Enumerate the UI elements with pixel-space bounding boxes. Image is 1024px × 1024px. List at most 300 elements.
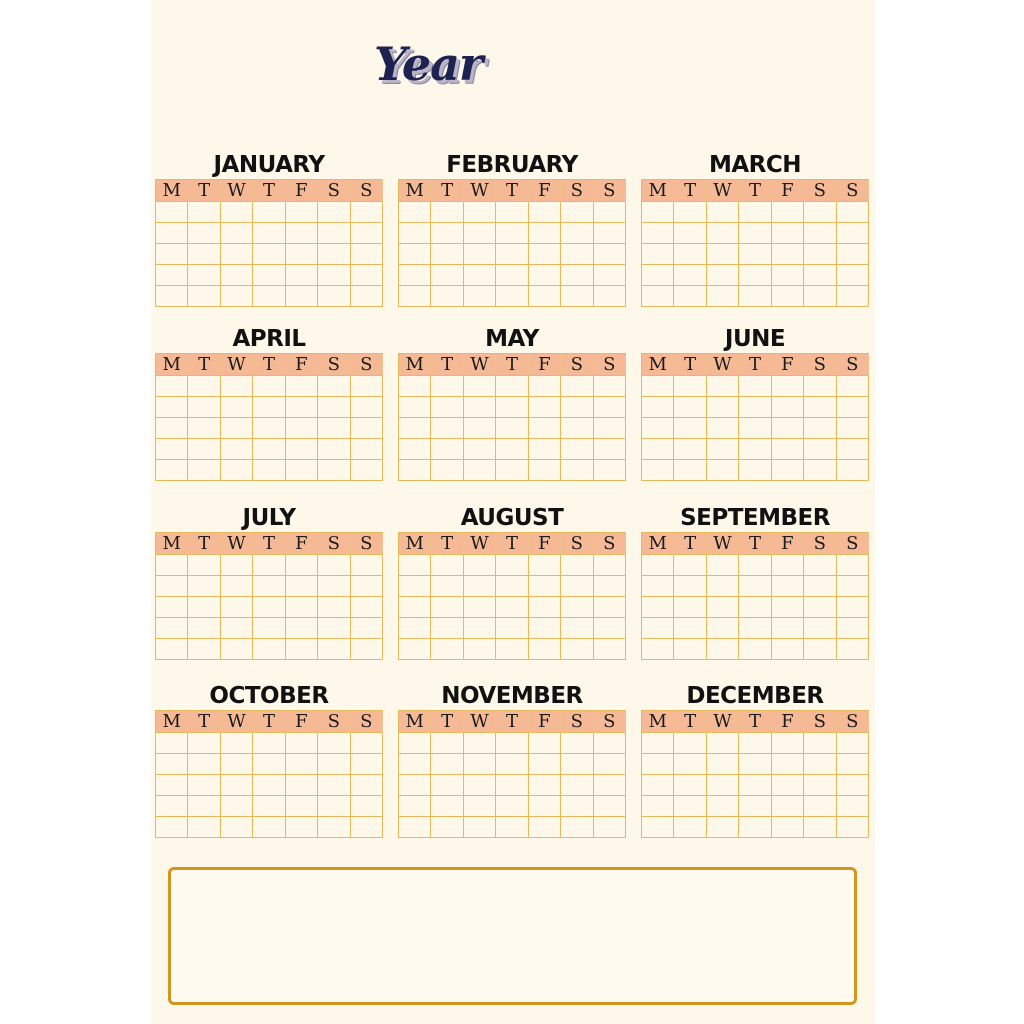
date-cell[interactable] [674,460,706,481]
date-cell[interactable] [188,265,220,286]
date-cell[interactable] [431,418,463,439]
date-cell[interactable] [772,460,804,481]
date-cell[interactable] [188,618,220,639]
date-cell[interactable] [253,439,285,460]
date-cell[interactable] [253,265,285,286]
date-cell[interactable] [188,796,220,817]
date-cell[interactable] [529,555,561,576]
date-cell[interactable] [286,202,318,223]
date-cell[interactable] [318,555,350,576]
date-cell[interactable] [286,597,318,618]
date-cell[interactable] [837,439,869,460]
date-cell[interactable] [351,796,383,817]
date-cell[interactable] [594,223,626,244]
date-cell[interactable] [431,796,463,817]
date-cell[interactable] [594,733,626,754]
date-cell[interactable] [707,639,739,660]
date-cell[interactable] [221,597,253,618]
date-cell[interactable] [496,202,528,223]
date-cell[interactable] [739,439,771,460]
date-cell[interactable] [594,597,626,618]
date-cell[interactable] [707,397,739,418]
date-cell[interactable] [286,733,318,754]
date-cell[interactable] [464,555,496,576]
date-cell[interactable] [642,796,674,817]
date-cell[interactable] [674,618,706,639]
date-cell[interactable] [772,754,804,775]
date-cell[interactable] [772,733,804,754]
date-cell[interactable] [221,244,253,265]
date-cell[interactable] [561,775,593,796]
date-cell[interactable] [221,202,253,223]
date-cell[interactable] [496,265,528,286]
date-cell[interactable] [642,639,674,660]
date-cell[interactable] [318,397,350,418]
date-cell[interactable] [837,223,869,244]
date-cell[interactable] [464,286,496,307]
date-cell[interactable] [221,639,253,660]
date-cell[interactable] [286,775,318,796]
date-cell[interactable] [286,286,318,307]
date-cell[interactable] [286,460,318,481]
date-cell[interactable] [561,376,593,397]
date-cell[interactable] [529,796,561,817]
date-cell[interactable] [804,618,836,639]
date-cell[interactable] [594,754,626,775]
date-cell[interactable] [464,733,496,754]
date-cell[interactable] [804,439,836,460]
date-cell[interactable] [772,618,804,639]
date-cell[interactable] [156,286,188,307]
date-cell[interactable] [351,244,383,265]
date-cell[interactable] [837,202,869,223]
date-cell[interactable] [529,754,561,775]
date-cell[interactable] [804,418,836,439]
date-cell[interactable] [399,775,431,796]
date-cell[interactable] [529,597,561,618]
date-cell[interactable] [674,244,706,265]
date-cell[interactable] [772,418,804,439]
date-cell[interactable] [286,244,318,265]
date-cell[interactable] [399,597,431,618]
date-cell[interactable] [318,576,350,597]
date-cell[interactable] [351,202,383,223]
date-cell[interactable] [674,597,706,618]
date-cell[interactable] [286,439,318,460]
date-cell[interactable] [837,817,869,838]
date-cell[interactable] [772,265,804,286]
date-cell[interactable] [804,555,836,576]
date-cell[interactable] [399,202,431,223]
date-cell[interactable] [772,202,804,223]
date-cell[interactable] [739,775,771,796]
date-cell[interactable] [253,460,285,481]
date-cell[interactable] [739,202,771,223]
date-cell[interactable] [351,775,383,796]
date-cell[interactable] [496,555,528,576]
date-cell[interactable] [351,733,383,754]
date-cell[interactable] [221,754,253,775]
date-cell[interactable] [253,817,285,838]
date-cell[interactable] [739,576,771,597]
date-cell[interactable] [464,817,496,838]
date-cell[interactable] [188,397,220,418]
date-cell[interactable] [707,576,739,597]
date-cell[interactable] [561,733,593,754]
date-cell[interactable] [253,576,285,597]
date-cell[interactable] [351,265,383,286]
date-cell[interactable] [431,376,463,397]
date-cell[interactable] [188,223,220,244]
date-cell[interactable] [707,817,739,838]
date-cell[interactable] [286,618,318,639]
date-cell[interactable] [318,286,350,307]
date-cell[interactable] [561,397,593,418]
date-cell[interactable] [464,796,496,817]
date-cell[interactable] [594,376,626,397]
date-cell[interactable] [772,223,804,244]
date-cell[interactable] [431,639,463,660]
date-cell[interactable] [188,244,220,265]
date-cell[interactable] [594,244,626,265]
date-cell[interactable] [772,397,804,418]
date-cell[interactable] [221,439,253,460]
date-cell[interactable] [707,555,739,576]
date-cell[interactable] [496,817,528,838]
date-cell[interactable] [318,202,350,223]
date-cell[interactable] [739,376,771,397]
date-cell[interactable] [529,639,561,660]
date-cell[interactable] [318,639,350,660]
date-cell[interactable] [529,460,561,481]
date-cell[interactable] [739,796,771,817]
date-cell[interactable] [772,376,804,397]
date-cell[interactable] [674,576,706,597]
date-cell[interactable] [318,618,350,639]
date-cell[interactable] [156,597,188,618]
date-cell[interactable] [739,460,771,481]
date-cell[interactable] [318,733,350,754]
date-cell[interactable] [674,376,706,397]
date-cell[interactable] [529,202,561,223]
date-cell[interactable] [496,223,528,244]
date-cell[interactable] [431,244,463,265]
date-cell[interactable] [318,796,350,817]
date-cell[interactable] [253,397,285,418]
date-cell[interactable] [221,376,253,397]
date-cell[interactable] [561,418,593,439]
date-cell[interactable] [642,202,674,223]
date-cell[interactable] [561,265,593,286]
date-cell[interactable] [221,733,253,754]
date-cell[interactable] [529,244,561,265]
date-cell[interactable] [399,418,431,439]
date-cell[interactable] [837,265,869,286]
date-cell[interactable] [739,733,771,754]
date-cell[interactable] [188,376,220,397]
date-cell[interactable] [431,397,463,418]
date-cell[interactable] [188,733,220,754]
date-cell[interactable] [253,733,285,754]
date-cell[interactable] [286,265,318,286]
date-cell[interactable] [253,223,285,244]
date-cell[interactable] [707,202,739,223]
date-cell[interactable] [318,376,350,397]
date-cell[interactable] [464,439,496,460]
date-cell[interactable] [431,733,463,754]
date-cell[interactable] [431,202,463,223]
date-cell[interactable] [464,265,496,286]
date-cell[interactable] [837,796,869,817]
date-cell[interactable] [674,202,706,223]
date-cell[interactable] [772,639,804,660]
date-cell[interactable] [594,618,626,639]
date-cell[interactable] [156,754,188,775]
date-cell[interactable] [399,733,431,754]
date-cell[interactable] [707,265,739,286]
date-cell[interactable] [642,597,674,618]
date-cell[interactable] [496,460,528,481]
date-cell[interactable] [529,397,561,418]
date-cell[interactable] [594,265,626,286]
date-cell[interactable] [594,817,626,838]
date-cell[interactable] [837,460,869,481]
date-cell[interactable] [642,223,674,244]
date-cell[interactable] [642,618,674,639]
date-cell[interactable] [286,576,318,597]
date-cell[interactable] [496,796,528,817]
date-cell[interactable] [464,223,496,244]
date-cell[interactable] [318,597,350,618]
date-cell[interactable] [837,576,869,597]
date-cell[interactable] [674,733,706,754]
date-cell[interactable] [431,460,463,481]
date-cell[interactable] [594,576,626,597]
date-cell[interactable] [707,439,739,460]
date-cell[interactable] [837,397,869,418]
date-cell[interactable] [221,555,253,576]
date-cell[interactable] [464,460,496,481]
date-cell[interactable] [156,223,188,244]
date-cell[interactable] [594,202,626,223]
date-cell[interactable] [286,376,318,397]
date-cell[interactable] [188,460,220,481]
date-cell[interactable] [221,265,253,286]
date-cell[interactable] [772,244,804,265]
date-cell[interactable] [253,796,285,817]
date-cell[interactable] [772,775,804,796]
date-cell[interactable] [594,286,626,307]
date-cell[interactable] [772,796,804,817]
date-cell[interactable] [431,576,463,597]
date-cell[interactable] [837,639,869,660]
date-cell[interactable] [707,775,739,796]
date-cell[interactable] [399,286,431,307]
date-cell[interactable] [739,618,771,639]
date-cell[interactable] [431,223,463,244]
date-cell[interactable] [399,265,431,286]
date-cell[interactable] [156,265,188,286]
date-cell[interactable] [529,775,561,796]
date-cell[interactable] [399,244,431,265]
date-cell[interactable] [351,439,383,460]
date-cell[interactable] [674,639,706,660]
date-cell[interactable] [253,418,285,439]
date-cell[interactable] [351,376,383,397]
date-cell[interactable] [253,202,285,223]
date-cell[interactable] [804,244,836,265]
date-cell[interactable] [156,639,188,660]
date-cell[interactable] [561,796,593,817]
date-cell[interactable] [561,244,593,265]
date-cell[interactable] [739,286,771,307]
date-cell[interactable] [642,397,674,418]
date-cell[interactable] [221,618,253,639]
date-cell[interactable] [318,418,350,439]
date-cell[interactable] [837,376,869,397]
date-cell[interactable] [837,733,869,754]
date-cell[interactable] [674,817,706,838]
date-cell[interactable] [351,817,383,838]
date-cell[interactable] [253,597,285,618]
date-cell[interactable] [464,639,496,660]
date-cell[interactable] [642,775,674,796]
date-cell[interactable] [496,754,528,775]
date-cell[interactable] [188,775,220,796]
date-cell[interactable] [286,817,318,838]
date-cell[interactable] [707,244,739,265]
date-cell[interactable] [674,286,706,307]
date-cell[interactable] [739,555,771,576]
date-cell[interactable] [464,576,496,597]
date-cell[interactable] [772,597,804,618]
date-cell[interactable] [529,733,561,754]
date-cell[interactable] [594,555,626,576]
date-cell[interactable] [253,376,285,397]
date-cell[interactable] [642,244,674,265]
date-cell[interactable] [156,555,188,576]
date-cell[interactable] [804,817,836,838]
date-cell[interactable] [221,775,253,796]
date-cell[interactable] [804,576,836,597]
date-cell[interactable] [156,418,188,439]
date-cell[interactable] [431,265,463,286]
date-cell[interactable] [594,397,626,418]
date-cell[interactable] [431,597,463,618]
date-cell[interactable] [351,460,383,481]
date-cell[interactable] [431,817,463,838]
date-cell[interactable] [804,775,836,796]
date-cell[interactable] [156,244,188,265]
date-cell[interactable] [431,754,463,775]
date-cell[interactable] [156,576,188,597]
date-cell[interactable] [156,202,188,223]
date-cell[interactable] [464,418,496,439]
date-cell[interactable] [188,202,220,223]
date-cell[interactable] [707,597,739,618]
date-cell[interactable] [642,376,674,397]
date-cell[interactable] [351,286,383,307]
date-cell[interactable] [674,223,706,244]
date-cell[interactable] [496,775,528,796]
date-cell[interactable] [804,796,836,817]
date-cell[interactable] [561,618,593,639]
date-cell[interactable] [318,460,350,481]
date-cell[interactable] [804,754,836,775]
date-cell[interactable] [837,418,869,439]
date-cell[interactable] [642,817,674,838]
date-cell[interactable] [561,460,593,481]
date-cell[interactable] [674,418,706,439]
date-cell[interactable] [739,597,771,618]
date-cell[interactable] [286,754,318,775]
date-cell[interactable] [837,286,869,307]
date-cell[interactable] [351,397,383,418]
date-cell[interactable] [642,733,674,754]
date-cell[interactable] [188,286,220,307]
date-cell[interactable] [351,639,383,660]
date-cell[interactable] [464,397,496,418]
date-cell[interactable] [674,796,706,817]
date-cell[interactable] [674,555,706,576]
date-cell[interactable] [399,460,431,481]
date-cell[interactable] [804,597,836,618]
date-cell[interactable] [804,733,836,754]
date-cell[interactable] [707,754,739,775]
date-cell[interactable] [772,817,804,838]
date-cell[interactable] [318,439,350,460]
date-cell[interactable] [674,754,706,775]
date-cell[interactable] [772,555,804,576]
date-cell[interactable] [464,775,496,796]
date-cell[interactable] [804,397,836,418]
date-cell[interactable] [318,754,350,775]
date-cell[interactable] [253,244,285,265]
date-cell[interactable] [318,817,350,838]
date-cell[interactable] [399,618,431,639]
date-cell[interactable] [594,775,626,796]
date-cell[interactable] [431,775,463,796]
date-cell[interactable] [221,223,253,244]
date-cell[interactable] [804,639,836,660]
date-cell[interactable] [772,286,804,307]
date-cell[interactable] [804,460,836,481]
date-cell[interactable] [464,754,496,775]
date-cell[interactable] [318,223,350,244]
date-cell[interactable] [739,817,771,838]
date-cell[interactable] [561,597,593,618]
date-cell[interactable] [318,244,350,265]
date-cell[interactable] [221,817,253,838]
date-cell[interactable] [529,223,561,244]
date-cell[interactable] [253,754,285,775]
date-cell[interactable] [351,223,383,244]
date-cell[interactable] [561,223,593,244]
date-cell[interactable] [156,397,188,418]
date-cell[interactable] [674,397,706,418]
date-cell[interactable] [707,733,739,754]
date-cell[interactable] [431,286,463,307]
date-cell[interactable] [529,439,561,460]
date-cell[interactable] [286,639,318,660]
date-cell[interactable] [642,286,674,307]
date-cell[interactable] [642,555,674,576]
date-cell[interactable] [351,618,383,639]
date-cell[interactable] [464,244,496,265]
date-cell[interactable] [837,597,869,618]
date-cell[interactable] [188,817,220,838]
date-cell[interactable] [156,618,188,639]
